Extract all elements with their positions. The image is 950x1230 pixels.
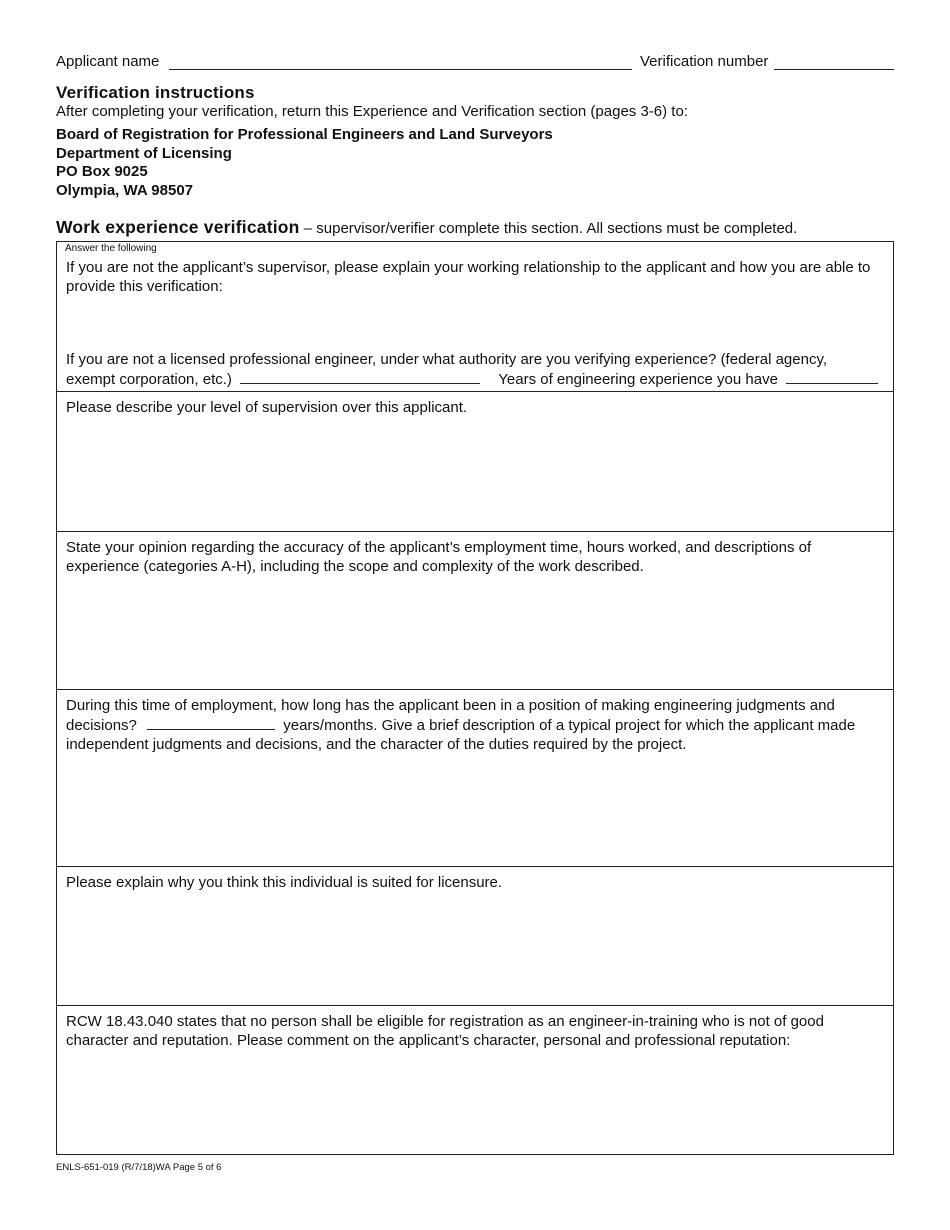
question-authority [66,350,884,389]
judgments-line3: independent judgments and decisions, and the character of the duties required by the project. [66,736,687,753]
address-line: Board of Registration for Professional Engineers and Land Surveyors [56,126,553,143]
applicant-name-field[interactable] [169,69,632,70]
authority-field[interactable] [240,369,480,384]
authority-line2-text: exempt corporation, etc.) [66,371,232,388]
address-line: PO Box 9025 [56,163,148,180]
section-character[interactable] [57,1006,893,1154]
section-supervision[interactable] [57,392,893,532]
question-character: RCW 18.43.040 states that no person shall be eligible for registration as an engineer-in-training who is not of good character and reputation. Please comment on the applicant’s character, personal and professional reputation: [66,1013,824,1049]
authority-line1: If you are not a licensed professional engineer, under what authority are you verifying experience? (federal agency, [66,351,828,368]
verification-number-field[interactable] [774,69,894,70]
section-relationship[interactable] [57,242,893,392]
question-accuracy: State your opinion regarding the accuracy of the applicant’s employment time, hours worked, and descriptions of experience (categories A-H), including the scope and complexity of the work described. [66,539,812,575]
mailing-address [56,126,553,200]
judgments-line1: During this time of employment, how long has the applicant been in a position of making engineering judgments and [66,697,835,714]
section-accuracy[interactable] [57,532,893,690]
work-experience-title: Work experience verification [56,217,300,237]
work-experience-heading [56,217,894,238]
section-judgments[interactable] [57,690,893,867]
work-experience-box [56,241,894,1155]
judgments-line2 [66,715,884,735]
question-relationship: If you are not the applicant’s supervisor, please explain your working relationship to the applicant and how you are able to provide this verification: [66,259,871,295]
form-footer: ENLS-651-019 (R/7/18)WA Page 5 of 6 [56,1162,222,1173]
address-line: Olympia, WA 98507 [56,181,194,199]
answer-label: Answer the following [65,243,157,254]
judgments-decisions-label: decisions? [66,717,137,734]
judgments-line2-text: years/months. Give a brief description of a typical project for which the applicant made [283,717,856,734]
verification-instructions-title: Verification instructions [56,83,255,102]
years-months-field[interactable] [147,715,275,730]
verification-number-label: Verification number [640,53,769,70]
verification-instructions-text: After completing your verification, return this Experience and Verification section (pages 3-6) to: [56,103,688,120]
question-judgments [66,696,884,754]
question-supervision: Please describe your level of supervision over this applicant. [66,399,468,416]
applicant-name-label: Applicant name [56,53,160,70]
work-experience-subtitle: – supervisor/verifier complete this section. All sections must be completed. [303,220,798,237]
header-row [56,53,894,73]
years-experience-label: Years of engineering experience you have [498,371,778,388]
years-experience-field[interactable] [786,369,878,384]
section-suitability[interactable] [57,867,893,1006]
address-line: Department of Licensing [56,144,232,162]
question-suitability: Please explain why you think this individual is suited for licensure. [66,874,503,891]
authority-line2 [66,369,884,389]
